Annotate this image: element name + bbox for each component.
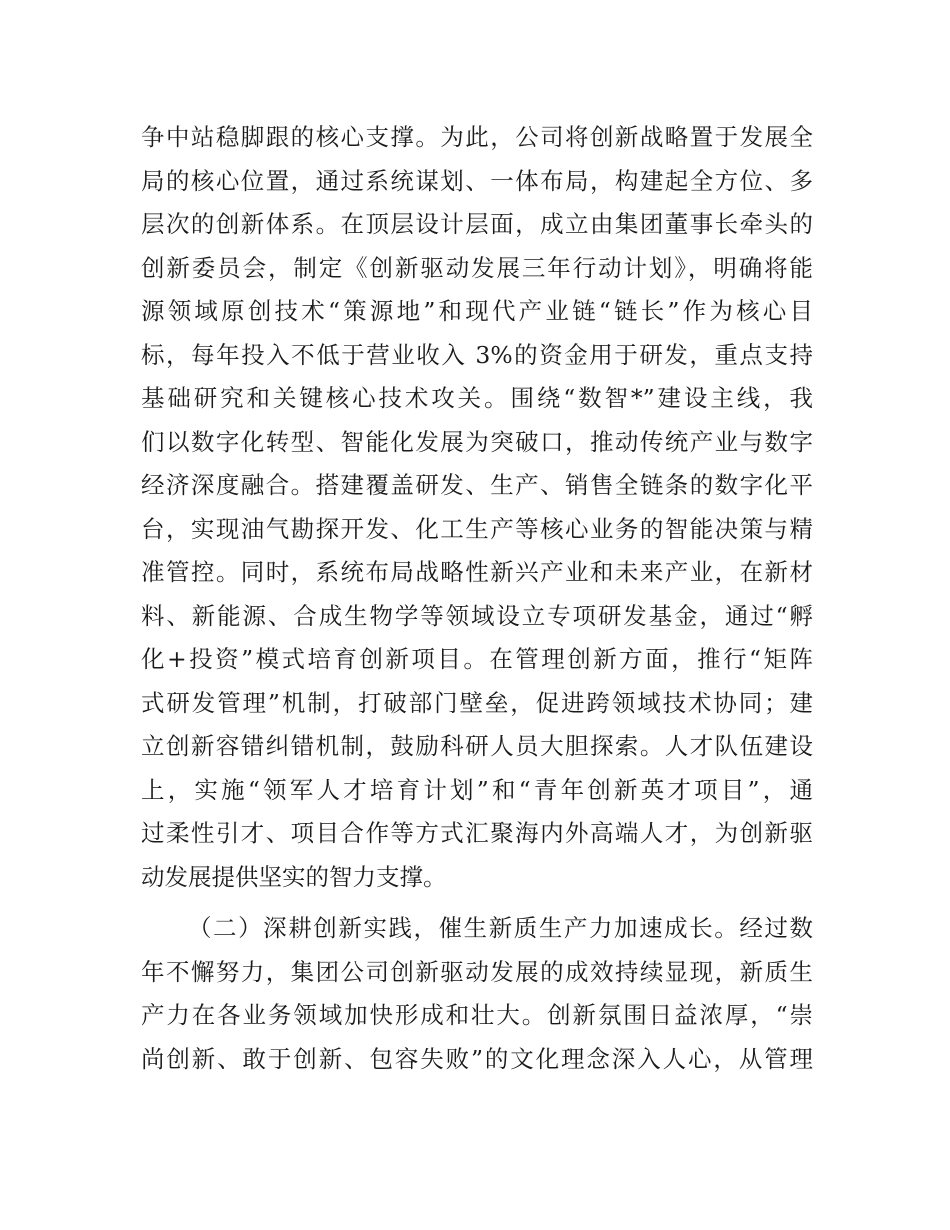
text-line: 化+投资”模式培育创新项目。在管理创新方面，推行“矩阵 bbox=[141, 645, 813, 673]
text-line: 层次的创新体系。在顶层设计层面，成立由集团董事长牵头的 bbox=[141, 210, 813, 238]
text-line: （二）深耕创新实践，催生新质生产力加速成长。经过数 bbox=[188, 914, 813, 942]
text-line: 尚创新、敢于创新、包容失败”的文化理念深入人心，从管理 bbox=[141, 1044, 813, 1073]
text-line: 过柔性引才、项目合作等方式汇聚海内外高端人才，为创新驱 bbox=[141, 819, 813, 847]
text-line: 台，实现油气勘探开发、化工生产等核心业务的智能决策与精 bbox=[141, 514, 813, 543]
text-line: 争中站稳脚跟的核心支撑。为此，公司将创新战略置于发展全 bbox=[141, 123, 813, 151]
text-line: 动发展提供坚实的智力支撑。 bbox=[141, 862, 447, 891]
text-line: 式研发管理”机制，打破部门壁垒，促进跨领域技术协同；建 bbox=[141, 688, 813, 717]
text-line: 立创新容错纠错机制，鼓励科研人员大胆探索。人才队伍建设 bbox=[141, 732, 813, 760]
text-line: 准管控。同时，系统布局战略性新兴产业和未来产业，在新材 bbox=[141, 558, 813, 586]
paragraph-spacer bbox=[141, 899, 813, 907]
text-line: 标，每年投入不低于营业收入 3%的资金用于研发，重点支持 bbox=[141, 340, 813, 369]
text-line: 创新委员会，制定《创新驱动发展三年行动计划》，明确将能 bbox=[141, 253, 813, 282]
paragraph-1 bbox=[141, 116, 813, 899]
text-line: 年不懈努力，集团公司创新驱动发展的成效持续显现，新质生 bbox=[141, 957, 813, 986]
text-line: 料、新能源、合成生物学等领域设立专项研发基金，通过“孵 bbox=[141, 601, 813, 630]
document-body bbox=[141, 116, 813, 1081]
text-line: 源领域原创技术“策源地”和现代产业链“链长”作为核心目 bbox=[141, 297, 813, 325]
text-line: 们以数字化转型、智能化发展为突破口，推动传统产业与数字 bbox=[141, 427, 813, 456]
text-line: 经济深度融合。搭建覆盖研发、生产、销售全链条的数字化平 bbox=[141, 471, 813, 499]
paragraph-2 bbox=[141, 907, 813, 1081]
text-line: 上，实施“领军人才培育计划”和“青年创新英才项目”，通 bbox=[141, 775, 813, 804]
text-line: 局的核心位置，通过系统谋划、一体布局，构建起全方位、多 bbox=[141, 166, 813, 195]
text-line: 基础研究和关键核心技术攻关。围绕“数智*”建设主线，我 bbox=[141, 384, 813, 412]
text-line: 产力在各业务领域加快形成和壮大。创新氛围日益浓厚，“崇 bbox=[141, 1001, 813, 1029]
